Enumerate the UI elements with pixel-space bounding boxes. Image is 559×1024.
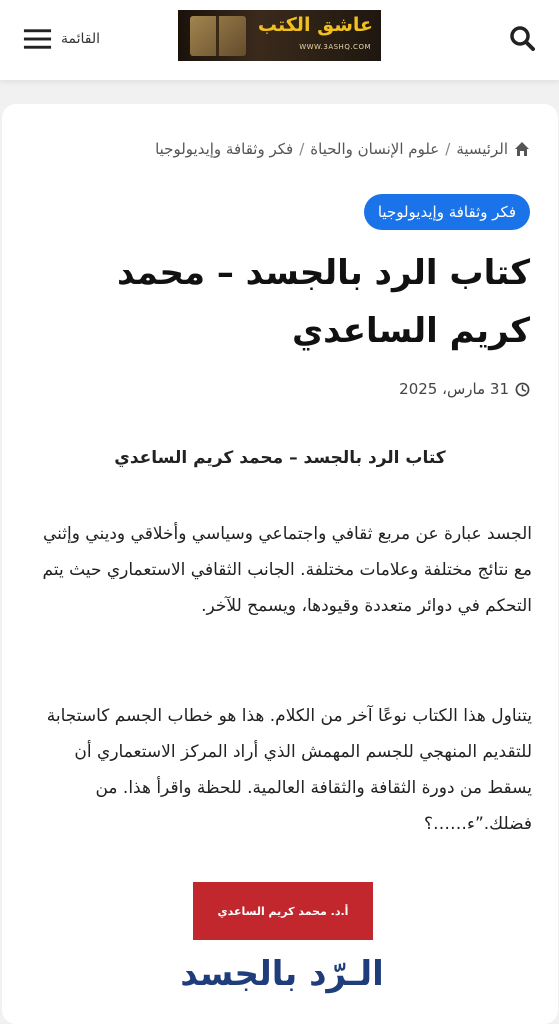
book-image xyxy=(190,16,246,56)
post-date-text: 31 مارس، 2025 xyxy=(399,380,509,398)
cover-title: الـرّد بالجسد xyxy=(180,954,384,994)
logo-url: WWW.3ASHQ.COM xyxy=(299,43,371,51)
book-cover-image xyxy=(193,882,373,940)
breadcrumb xyxy=(155,140,530,158)
breadcrumb-home[interactable]: الرئيسية xyxy=(456,140,508,158)
home-icon xyxy=(514,141,530,157)
clock-icon xyxy=(515,382,530,397)
breadcrumb-separator: / xyxy=(445,140,451,158)
breadcrumb-category[interactable]: علوم الإنسان والحياة xyxy=(310,140,440,158)
article-subtitle: كتاب الرد بالجسد – محمد كريم الساعدي xyxy=(114,448,446,468)
article-paragraph-1: الجسد عبارة عن مربع ثقافي واجتماعي وسياسي وأخلاقي وديني وإثني مع نتائج مختلفة وعلامات مختلفة. الجانب الثقافي الاستعماري حيث يتم التحكم في دوائر متعددة وقيودها، ويسمح للآخر. xyxy=(42,524,532,616)
menu-label: القائمة xyxy=(61,31,100,47)
menu-button[interactable] xyxy=(22,22,100,56)
site-header xyxy=(0,0,559,80)
article-card xyxy=(2,104,558,1024)
search-icon xyxy=(506,22,540,56)
breadcrumb-current: فكر وثقافة وإيديولوجيا xyxy=(155,140,294,158)
search-button[interactable] xyxy=(506,22,540,56)
logo-title: عاشق الكتب xyxy=(257,14,373,36)
post-title: كتاب الرد بالجسد – محمد كريم الساعدي xyxy=(117,253,530,351)
category-badge[interactable]: فكر وثقافة وإيديولوجيا xyxy=(364,194,530,230)
breadcrumb-separator: / xyxy=(299,140,305,158)
cover-author: أ.د. محمد كريم الساعدي xyxy=(217,904,349,918)
site-logo[interactable] xyxy=(178,10,381,61)
hamburger-menu-icon xyxy=(22,26,53,52)
article-paragraph-2: يتناول هذا الكتاب نوعًا آخر من الكلام. هذا هو خطاب الجسم كاستجابة للتقديم المنهجي للجسم المهمش الذي أراد المركز الاستعماري أن يسقط من دورة الثقافة والثقافة العالمية. للحظة واقرأ هذا. من فضلك.”ء……؟ xyxy=(46,706,532,834)
post-date xyxy=(399,380,530,398)
